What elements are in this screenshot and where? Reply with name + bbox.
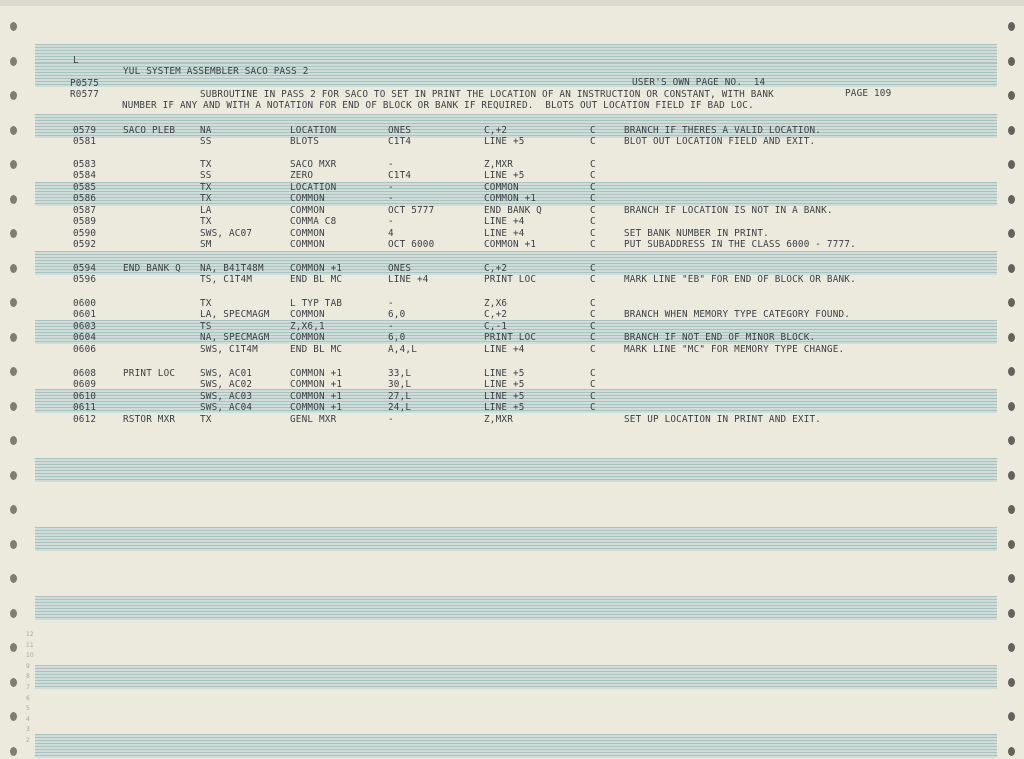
listing-row (0, 170, 1024, 181)
listing-row (0, 321, 1024, 332)
line-number: 0606 (73, 344, 97, 355)
line-number: 0610 (73, 391, 97, 402)
next-field: Z,MXR (484, 414, 513, 425)
next-field: LINE +5 (484, 368, 525, 379)
next-field: LINE +4 (484, 216, 525, 227)
card-column: C (590, 205, 596, 216)
feed-hole (10, 574, 17, 583)
card-column: C (590, 170, 596, 181)
opcode-field: SWS, AC01 (200, 368, 253, 379)
line-number: 0600 (73, 298, 97, 309)
listing-row (0, 332, 1024, 343)
opcode-field: TS, C1T4M (200, 274, 253, 285)
listing-row (0, 263, 1024, 274)
next-field: C,+2 (484, 309, 508, 320)
listing-row (0, 274, 1024, 285)
line-number: 0603 (73, 321, 97, 332)
line-number: 0608 (73, 368, 97, 379)
card-column: C (590, 379, 596, 390)
remark-field: BRANCH IF LOCATION IS NOT IN A BANK. (624, 205, 833, 216)
operand-field: 6,0 (388, 332, 406, 343)
card-column: C (590, 344, 596, 355)
line-number: 0590 (73, 228, 97, 239)
operand-field: C1T4 (388, 136, 412, 147)
card-column: C (590, 216, 596, 227)
opcode-field: TX (200, 159, 212, 170)
feed-hole (10, 747, 17, 756)
address-field: COMMA C8 (290, 216, 337, 227)
listing-row (0, 239, 1024, 250)
next-field: LINE +5 (484, 379, 525, 390)
margin-line-numbers (26, 630, 34, 747)
margin-number: 11 (26, 641, 34, 649)
next-field: END BANK Q (484, 205, 542, 216)
comment-text: NUMBER IF ANY AND WITH A NOTATION FOR END OF BLOCK OR BANK IF REQUIRED. BLOTS OUT LOCATION FIELD IF BAD LOC. (122, 100, 754, 111)
line-number: 0583 (73, 159, 97, 170)
label-field: SACO PLEB (123, 125, 176, 136)
feed-hole (10, 678, 17, 687)
margin-number: 2 (26, 736, 30, 744)
operand-field: 6,0 (388, 309, 406, 320)
address-field: ZERO (290, 170, 314, 181)
address-field: COMMON (290, 193, 325, 204)
next-field: C,+2 (484, 263, 508, 274)
line-number: 0592 (73, 239, 97, 250)
feed-hole (1008, 574, 1015, 583)
feed-hole (1008, 505, 1015, 514)
line-number: 0586 (73, 193, 97, 204)
opcode-field: LA (200, 205, 212, 216)
next-field: PRINT LOC (484, 274, 537, 285)
address-field: Z,X6,1 (290, 321, 325, 332)
listing-row (0, 414, 1024, 425)
greenbar-band (35, 665, 997, 689)
margin-number: 9 (26, 662, 30, 670)
line-number: 0611 (73, 402, 97, 413)
line-number: 0587 (73, 205, 97, 216)
opcode-field: SS (200, 136, 212, 147)
next-field: COMMON +1 (484, 193, 537, 204)
line-number: 0584 (73, 170, 97, 181)
address-field: L TYP TAB (290, 298, 343, 309)
operand-field: C1T4 (388, 170, 412, 181)
feed-hole (1008, 643, 1015, 652)
remark-field: BRANCH IF THERES A VALID LOCATION. (624, 125, 822, 136)
line-number: P0575 (70, 78, 99, 89)
feed-hole (10, 22, 17, 31)
remark-field: BRANCH IF NOT END OF MINOR BLOCK. (624, 332, 816, 343)
feed-hole (1008, 678, 1015, 687)
listing-row (0, 379, 1024, 390)
operand-field: 4 (388, 228, 394, 239)
card-column: C (590, 391, 596, 402)
opcode-field: TX (200, 298, 212, 309)
margin-number: 10 (26, 652, 34, 660)
operand-field: 27,L (388, 391, 412, 402)
listing-row (0, 193, 1024, 204)
label-field: END BANK Q (123, 263, 181, 274)
remark-field: SET UP LOCATION IN PRINT AND EXIT. (624, 414, 822, 425)
remark-field: MARK LINE "MC" FOR MEMORY TYPE CHANGE. (624, 344, 845, 355)
opcode-field: SS (200, 170, 212, 181)
operand-field: - (388, 159, 394, 170)
line-number: 0604 (73, 332, 97, 343)
address-field: COMMON +1 (290, 391, 343, 402)
feed-hole (1008, 747, 1015, 756)
address-field: COMMON +1 (290, 402, 343, 413)
opcode-field: LA, SPECMAGM (200, 309, 270, 320)
listing-row (0, 368, 1024, 379)
address-field: COMMON (290, 239, 325, 250)
listing-row (0, 344, 1024, 355)
remark-field: SET BANK NUMBER IN PRINT. (624, 228, 769, 239)
listing-row (0, 159, 1024, 170)
feed-hole (10, 609, 17, 618)
operand-field: - (388, 182, 394, 193)
address-field: END BL MC (290, 344, 343, 355)
next-field: Z,MXR (484, 159, 513, 170)
card-column: C (590, 136, 596, 147)
opcode-field: SWS, AC07 (200, 228, 253, 239)
line-number: 0581 (73, 136, 97, 147)
user-page-number: USER'S OWN PAGE NO. 14 (632, 77, 766, 88)
listing-row (0, 182, 1024, 193)
operand-field: - (388, 193, 394, 204)
feed-hole (1008, 22, 1015, 31)
opcode-field: NA, SPECMAGM (200, 332, 270, 343)
card-column: C (590, 159, 596, 170)
operand-field: A,4,L (388, 344, 417, 355)
feed-hole (1008, 712, 1015, 721)
card-column: C (590, 125, 596, 136)
feed-hole (1008, 471, 1015, 480)
greenbar-band (35, 527, 997, 551)
remark-field: MARK LINE "EB" FOR END OF BLOCK OR BANK. (624, 274, 856, 285)
feed-hole (1008, 609, 1015, 618)
card-column: C (590, 402, 596, 413)
operand-field: 33,L (388, 368, 412, 379)
listing-row (0, 136, 1024, 147)
address-field: COMMON (290, 205, 325, 216)
operand-field: - (388, 216, 394, 227)
remark-field: BLOT OUT LOCATION FIELD AND EXIT. (624, 136, 816, 147)
card-column: C (590, 298, 596, 309)
feed-hole (10, 643, 17, 652)
label-field: PRINT LOC (123, 368, 176, 379)
next-field: LINE +4 (484, 228, 525, 239)
address-field: COMMON (290, 228, 325, 239)
label-field: RSTOR MXR (123, 414, 176, 425)
opcode-field: SWS, AC03 (200, 391, 253, 402)
next-field: LINE +5 (484, 136, 525, 147)
listing-row (0, 205, 1024, 216)
operand-field: 24,L (388, 402, 412, 413)
next-field: LINE +5 (484, 402, 525, 413)
feed-hole (10, 712, 17, 721)
comment-text: SUBROUTINE IN PASS 2 FOR SACO TO SET IN PRINT THE LOCATION OF AN INSTRUCTION OR CONSTANT, WITH BANK (200, 89, 774, 100)
listing-row (0, 309, 1024, 320)
remark-field: PUT SUBADDRESS IN THE CLASS 6000 - 7777. (624, 239, 856, 250)
address-field: COMMON +1 (290, 263, 343, 274)
paper-top-edge (0, 0, 1024, 6)
operand-field: LINE +4 (388, 274, 429, 285)
address-field: BLOTS (290, 136, 319, 147)
line-number: 0594 (73, 263, 97, 274)
line-number: 0579 (73, 125, 97, 136)
card-column: C (590, 263, 596, 274)
next-field: LINE +4 (484, 344, 525, 355)
card-column: C (590, 332, 596, 343)
operand-field: - (388, 414, 394, 425)
margin-number: 7 (26, 683, 30, 691)
opcode-field: NA, B41T48M (200, 263, 264, 274)
card-column: C (590, 321, 596, 332)
header-mark: L (73, 55, 79, 66)
feed-hole (1008, 540, 1015, 549)
card-column: C (590, 193, 596, 204)
opcode-field: TX (200, 414, 212, 425)
listing-row (0, 228, 1024, 239)
listing-row (0, 402, 1024, 413)
opcode-field: NA (200, 125, 212, 136)
feed-hole (1008, 91, 1015, 100)
next-field: LINE +5 (484, 391, 525, 402)
line-number: 0609 (73, 379, 97, 390)
greenbar-band (35, 734, 997, 758)
feed-hole (1008, 436, 1015, 445)
address-field: GENL MXR (290, 414, 337, 425)
card-column: C (590, 368, 596, 379)
address-field: COMMON +1 (290, 368, 343, 379)
opcode-field: SWS, AC04 (200, 402, 253, 413)
address-field: END BL MC (290, 274, 343, 285)
line-number: 0596 (73, 274, 97, 285)
opcode-field: TX (200, 193, 212, 204)
feed-hole (10, 505, 17, 514)
card-column: C (590, 239, 596, 250)
margin-number: 6 (26, 694, 30, 702)
margin-number: 3 (26, 726, 30, 734)
card-column: C (590, 228, 596, 239)
operand-field: ONES (388, 263, 412, 274)
next-field: COMMON +1 (484, 239, 537, 250)
next-field: COMMON (484, 182, 519, 193)
opcode-field: TS (200, 321, 212, 332)
page-number: PAGE 109 (845, 88, 892, 99)
operand-field: OCT 5777 (388, 205, 435, 216)
opcode-field: SM (200, 239, 212, 250)
line-number: 0585 (73, 182, 97, 193)
line-number: 0589 (73, 216, 97, 227)
margin-number: 8 (26, 673, 30, 681)
greenbar-band (35, 458, 997, 482)
operand-field: ONES (388, 125, 412, 136)
next-field: LINE +5 (484, 170, 525, 181)
operand-field: - (388, 321, 394, 332)
greenbar-band (35, 596, 997, 620)
listing-row (0, 216, 1024, 227)
next-field: Z,X6 (484, 298, 508, 309)
address-field: SACO MXR (290, 159, 337, 170)
next-field: PRINT LOC (484, 332, 537, 343)
opcode-field: SWS, AC02 (200, 379, 253, 390)
operand-field: OCT 6000 (388, 239, 435, 250)
feed-hole (10, 540, 17, 549)
next-field: C,-1 (484, 321, 508, 332)
line-number: 0612 (73, 414, 97, 425)
feed-hole (10, 471, 17, 480)
line-number: 0601 (73, 309, 97, 320)
listing-row (0, 298, 1024, 309)
address-field: COMMON (290, 309, 325, 320)
margin-number: 5 (26, 705, 30, 713)
operand-field: - (388, 298, 394, 309)
card-column: C (590, 274, 596, 285)
listing-title: YUL SYSTEM ASSEMBLER SACO PASS 2 (123, 66, 309, 77)
opcode-field: SWS, C1T4M (200, 344, 258, 355)
address-field: LOCATION (290, 125, 337, 136)
card-column: C (590, 182, 596, 193)
operand-field: 30,L (388, 379, 412, 390)
listing-row (0, 391, 1024, 402)
address-field: LOCATION (290, 182, 337, 193)
card-column: C (590, 309, 596, 320)
address-field: COMMON +1 (290, 379, 343, 390)
feed-hole (10, 436, 17, 445)
margin-number: 4 (26, 715, 30, 723)
remark-field: BRANCH WHEN MEMORY TYPE CATEGORY FOUND. (624, 309, 851, 320)
margin-number: 12 (26, 631, 34, 638)
feed-hole (1008, 57, 1015, 66)
listing-row (0, 125, 1024, 136)
line-number: R0577 (70, 89, 99, 100)
next-field: C,+2 (484, 125, 508, 136)
address-field: COMMON (290, 332, 325, 343)
opcode-field: TX (200, 216, 212, 227)
opcode-field: TX (200, 182, 212, 193)
